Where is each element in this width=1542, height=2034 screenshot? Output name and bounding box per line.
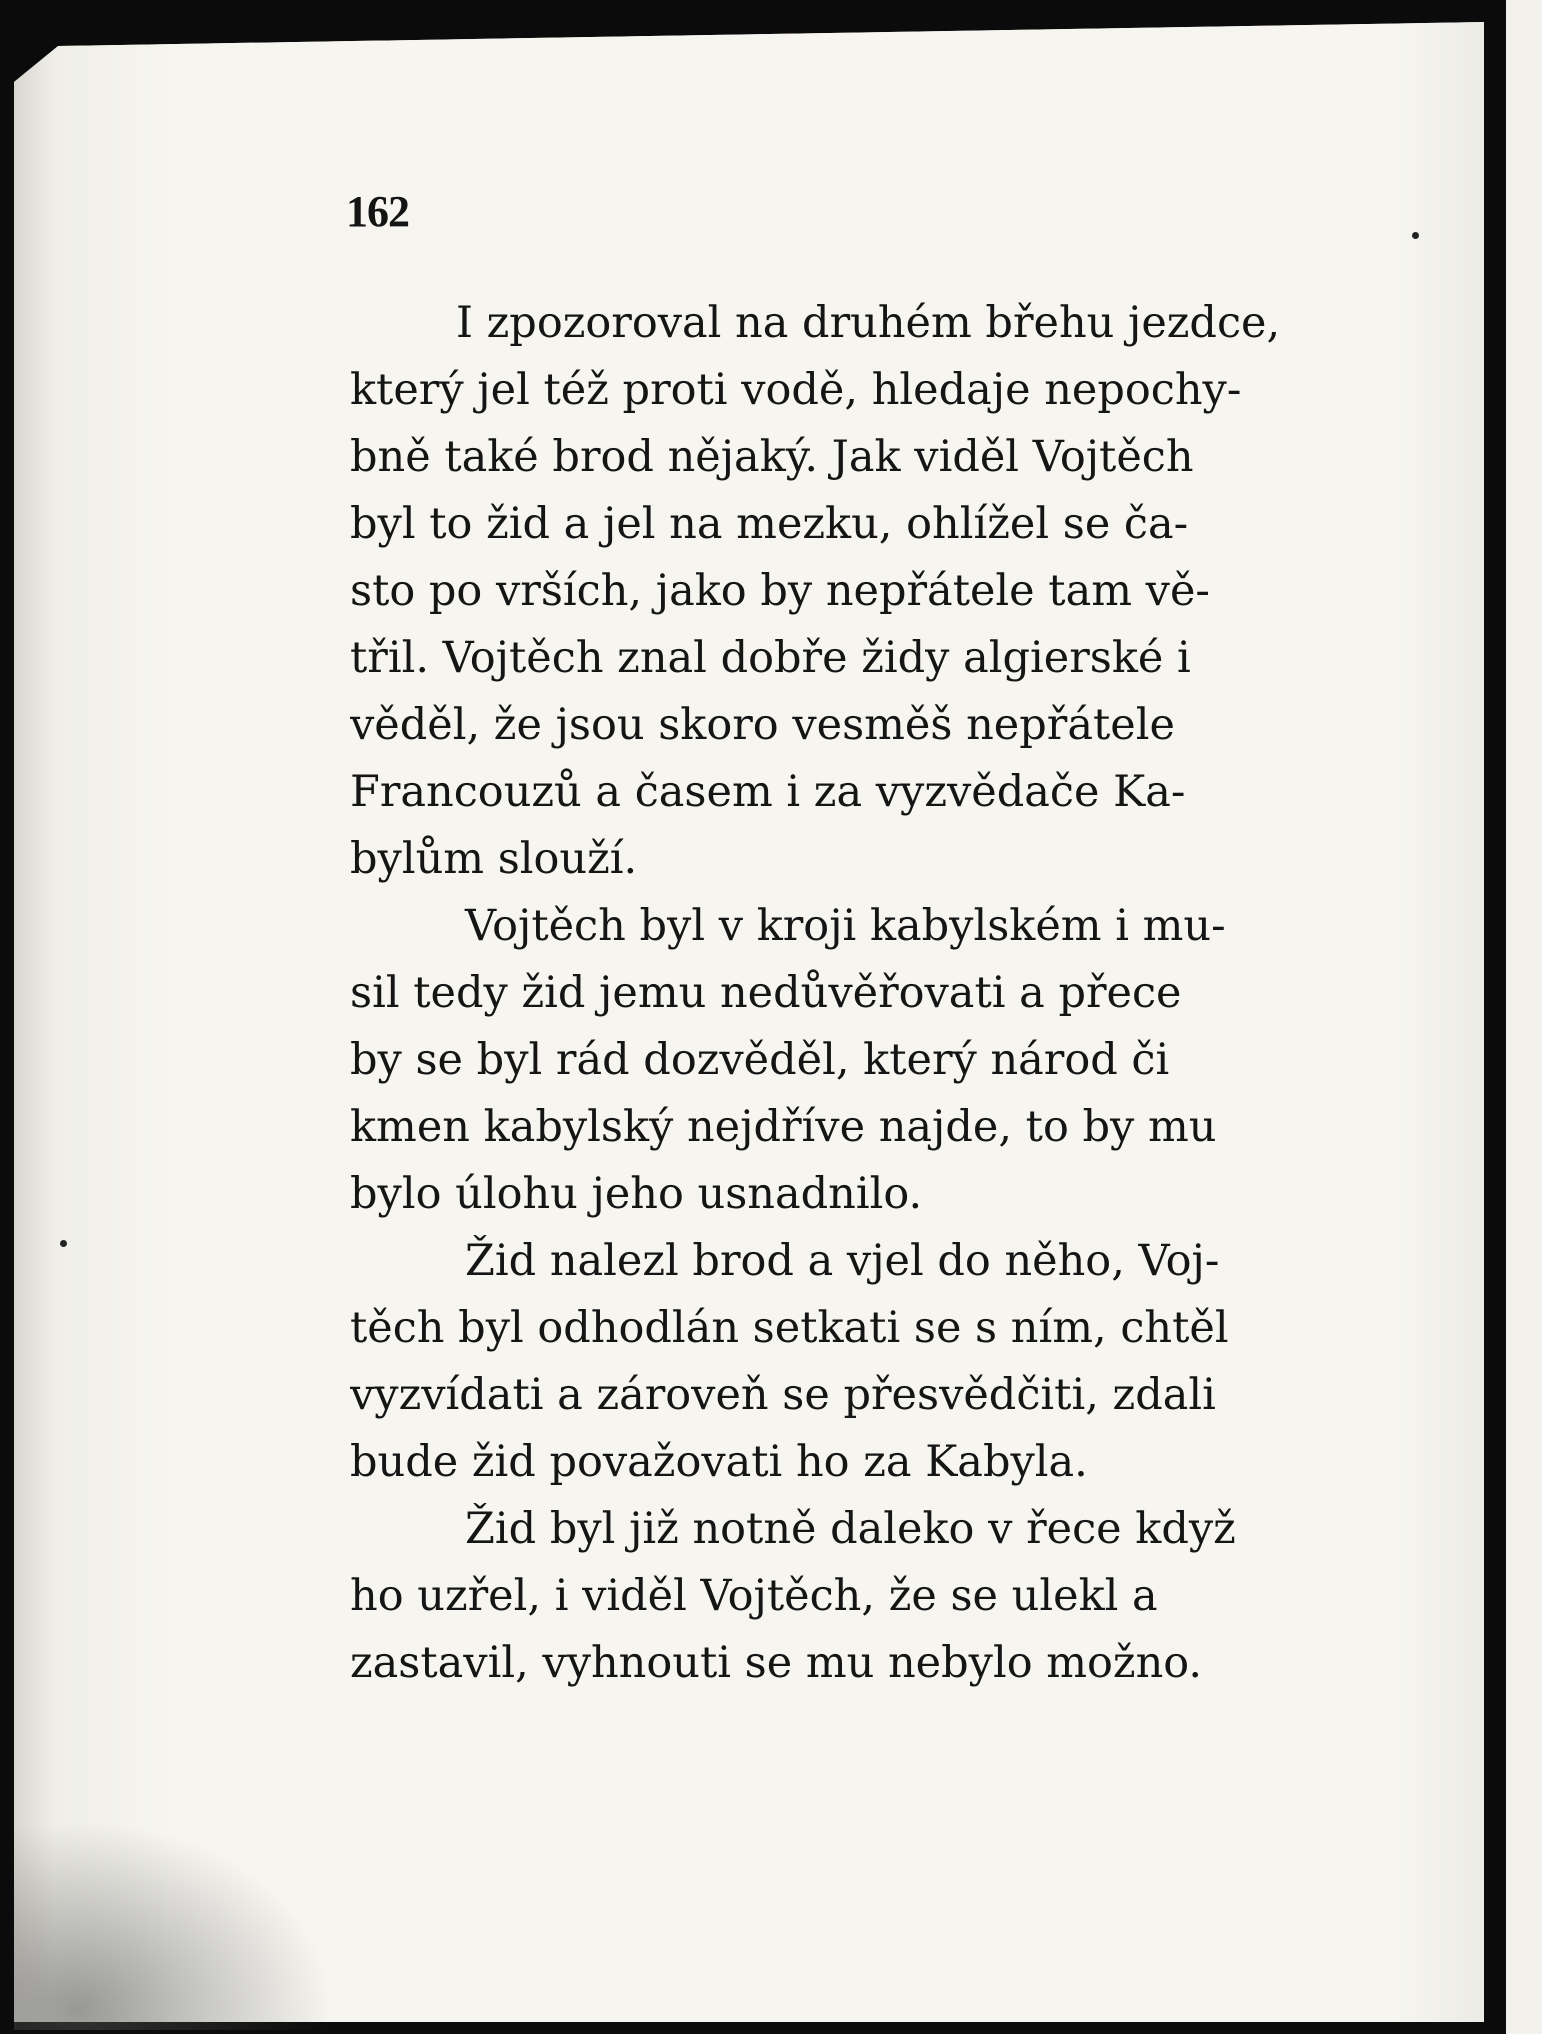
text-line: zastavil, vyhnouti se mu nebylo možno. — [350, 1638, 1203, 1688]
speck — [1412, 232, 1419, 239]
text-line: byl to žid a jel na mezku, ohlížel se ča- — [350, 499, 1189, 549]
text-line: Vojtěch byl v kroji kabylském i mu- — [465, 901, 1226, 951]
text-line: sto po vrších, jako by nepřátele tam vě- — [350, 566, 1210, 616]
text-line: vyzvídati a zároveň se přesvědčiti, zdali — [350, 1370, 1216, 1420]
page-stain — [14, 1820, 334, 2030]
text-line: by se byl rád dozvěděl, který národ či — [350, 1035, 1170, 1085]
text-line: I zpozoroval na druhém břehu jezdce, — [456, 298, 1281, 348]
page-number: 162 — [346, 187, 409, 236]
text-line: Francouzů a časem i za vyzvědače Ka- — [350, 767, 1186, 817]
text-line: bude žid považovati ho za Kabyla. — [350, 1437, 1088, 1487]
right-page-edge — [1506, 0, 1542, 2034]
body-text — [350, 290, 1360, 1697]
text-line: těch byl odhodlán setkati se s ním, chtěl — [350, 1303, 1229, 1353]
text-line: kmen kabylský nejdříve najde, to by mu — [350, 1102, 1217, 1152]
text-line: Žid nalezl brod a vjel do něho, Voj- — [465, 1236, 1220, 1286]
text-line: věděl, že jsou skoro vesměš nepřátele — [350, 700, 1175, 750]
text-line: který jel též proti vodě, hledaje nepochy- — [350, 365, 1242, 415]
text-line: bně také brod nějaký. Jak viděl Vojtěch — [350, 432, 1194, 482]
text-line: třil. Vojtěch znal dobře židy algierské i — [350, 633, 1191, 683]
text-line: bylo úlohu jeho usnadnilo. — [350, 1169, 923, 1219]
speck — [60, 1240, 67, 1247]
text-line: ho uzřel, i viděl Vojtěch, že se ulekl a — [350, 1571, 1158, 1621]
text-line: Žid byl již notně daleko v řece když — [465, 1504, 1236, 1554]
text-line: sil tedy žid jemu nedůvěřovati a přece — [350, 968, 1182, 1018]
text-line: bylům slouží. — [350, 834, 638, 884]
